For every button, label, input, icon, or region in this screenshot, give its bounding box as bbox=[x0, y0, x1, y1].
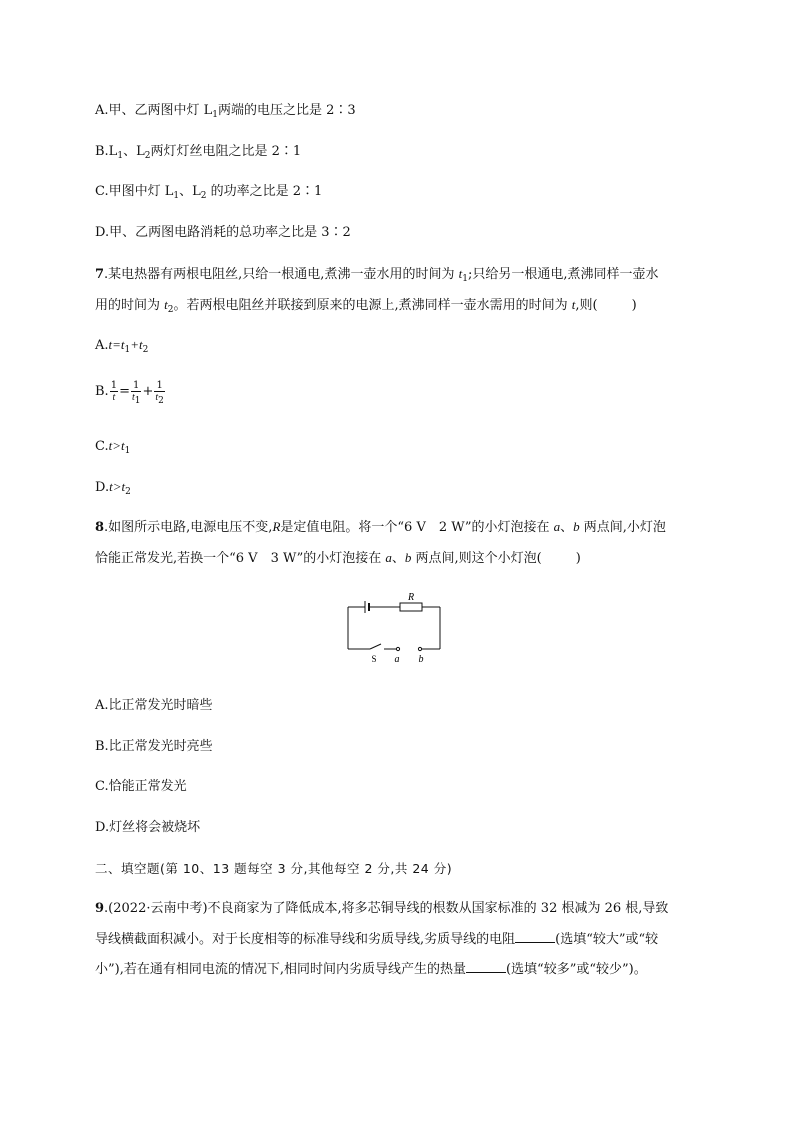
q9-text: .(2022·云南中考)不良商家为了降低成本,将多芯铜导线的根数从国家标准的 32 根减为 26 根,导致 bbox=[104, 901, 669, 916]
var-t: t bbox=[571, 297, 576, 312]
expr: t>t bbox=[109, 479, 126, 494]
q6-option-b-text: B.L bbox=[95, 144, 118, 159]
var-b: b bbox=[573, 519, 580, 534]
q8-stem-line-1: 8.如图所示电路,电源电压不变,R是定值电阻。将一个“6 V 2 W”的小灯泡接在 a、b 两点间,小灯泡 bbox=[95, 519, 666, 535]
answer-blank[interactable] bbox=[515, 930, 555, 943]
q8-paren-close: ) bbox=[575, 551, 581, 566]
q7-text: 用的时间为 bbox=[95, 298, 165, 313]
label-r: R bbox=[407, 592, 415, 603]
fraction-1-over-t1: $\frac{1}{t_1}$ bbox=[131, 380, 141, 406]
fraction-1-over-t2: $\frac{1}{t_2}$ bbox=[155, 380, 164, 406]
subscript: 2 bbox=[144, 151, 151, 161]
q8-text: 两点间,则这个小灯泡( bbox=[411, 551, 542, 566]
q7-option-d bbox=[95, 478, 131, 497]
terminal-b bbox=[418, 647, 421, 650]
q7-option-c bbox=[95, 437, 130, 456]
q7-stem-line-2 bbox=[95, 296, 637, 315]
q7-option-a bbox=[95, 336, 148, 355]
var-a: a bbox=[385, 550, 392, 565]
q8-stem-line-2: 恰能正常发光,若换一个“6 V 3 W”的小灯泡接在 a、b 两点间,则这个小灯泡( ) bbox=[95, 550, 581, 566]
answer-blank[interactable] bbox=[466, 960, 506, 973]
var-t: t bbox=[458, 266, 463, 281]
circuit-diagram bbox=[345, 590, 445, 666]
expr: t>t bbox=[108, 438, 125, 453]
q8-text: 两点间,小灯泡 bbox=[579, 520, 666, 535]
q7-text: ;只给另一根通电,煮沸同样一壶水 bbox=[467, 267, 659, 282]
subscript: 2 bbox=[125, 487, 131, 497]
q6-option-a-text: A.甲、乙两图中灯 L bbox=[95, 103, 213, 118]
subscript: 1 bbox=[212, 110, 219, 120]
q6-option-b-text-end: 两灯灯丝电阻之比是 2∶1 bbox=[150, 144, 302, 159]
subscript: 1 bbox=[462, 274, 468, 284]
subscript: 1 bbox=[173, 191, 180, 201]
option-label: B. bbox=[95, 384, 109, 399]
expr: t=t bbox=[108, 337, 125, 352]
var-b: b bbox=[404, 550, 412, 565]
q6-option-c-text-end: 的功率之比是 2∶1 bbox=[206, 184, 323, 199]
q7-option-b bbox=[95, 380, 166, 406]
q9-text: (选填“较大”或“较 bbox=[555, 932, 659, 947]
q9-stem-line-2 bbox=[95, 930, 658, 949]
q6-option-b-mid: 、L bbox=[123, 144, 145, 159]
q9-text: 导线横截面积减小。对于长度相等的标准导线和劣质导线,劣质导线的电阻 bbox=[95, 932, 516, 947]
q6-option-c bbox=[95, 183, 322, 201]
q9-stem-line-1 bbox=[95, 900, 668, 918]
q8-text: .如图所示电路,电源电压不变, bbox=[104, 520, 273, 535]
expr: +t bbox=[130, 337, 143, 352]
subscript: 2 bbox=[200, 191, 207, 201]
switch-blade bbox=[370, 644, 381, 649]
q7-stem-line-1 bbox=[95, 265, 658, 284]
subscript: 2 bbox=[167, 305, 174, 315]
subscript: 1 bbox=[117, 151, 124, 161]
question-number: 7 bbox=[95, 267, 105, 282]
q8-option-b: B.比正常发光时亮些 bbox=[95, 739, 213, 754]
subscript: 2 bbox=[142, 345, 149, 355]
question-number: 9 bbox=[95, 901, 105, 916]
q6-option-b bbox=[95, 143, 301, 161]
q9-text: 小”),若在通有相同电流的情况下,相同时间内劣质导线产生的热量 bbox=[95, 962, 466, 977]
label-s: S bbox=[371, 654, 377, 664]
resistor bbox=[400, 603, 422, 611]
q6-option-c-text: C.甲图中灯 L bbox=[95, 184, 174, 199]
subscript: 1 bbox=[124, 446, 131, 456]
q8-option-a: A.比正常发光时暗些 bbox=[95, 698, 213, 713]
q8-text: 是定值电阻。将一个“6 V 2 W”的小灯泡接在 bbox=[280, 520, 554, 535]
terminal-a bbox=[396, 647, 399, 650]
option-label: D. bbox=[95, 480, 110, 495]
fraction-1-over-t: $\frac{1}{t}$ bbox=[110, 380, 118, 403]
label-b: b bbox=[418, 654, 424, 665]
q6-option-a-text-end: 两端的电压之比是 2∶3 bbox=[218, 103, 356, 118]
q7-paren-close: ) bbox=[631, 298, 637, 313]
q6-option-a bbox=[95, 102, 356, 120]
var-t: t bbox=[164, 297, 168, 312]
q8-option-d: D.灯丝将会被烧坏 bbox=[95, 820, 201, 835]
option-label: C. bbox=[95, 439, 109, 454]
q7-text: ,则( bbox=[575, 298, 598, 313]
q6-option-d-text: D.甲、乙两图电路消耗的总功率之比是 3∶2 bbox=[95, 225, 351, 240]
q9-text: (选填“较多”或“较少”)。 bbox=[505, 962, 647, 977]
var-a: a bbox=[553, 519, 561, 534]
q8-text: 恰能正常发光,若换一个“6 V 3 W”的小灯泡接在 bbox=[95, 551, 386, 566]
subscript: 1 bbox=[124, 345, 131, 355]
var-r: R bbox=[272, 519, 281, 534]
q7-text: 。若两根电阻丝并联接到原来的电源上,煮沸同样一壶水需用的时间为 bbox=[173, 298, 572, 313]
q7-text: .某电热器有两根电阻丝,只给一根通电,煮沸一壶水用的时间为 bbox=[104, 267, 459, 282]
q8-option-c: C.恰能正常发光 bbox=[95, 779, 187, 794]
option-label: A. bbox=[95, 338, 109, 353]
label-a: a bbox=[394, 654, 400, 665]
q6-option-d bbox=[95, 224, 351, 242]
q9-stem-line-3 bbox=[95, 960, 647, 979]
question-number: 8 bbox=[95, 520, 105, 535]
equals: = bbox=[119, 384, 130, 399]
section-heading: 二、填空题(第 10、13 题每空 3 分,其他每空 2 分,共 24 分) bbox=[95, 861, 453, 876]
plus: + bbox=[142, 384, 154, 399]
q6-option-c-mid: 、L bbox=[179, 184, 201, 199]
